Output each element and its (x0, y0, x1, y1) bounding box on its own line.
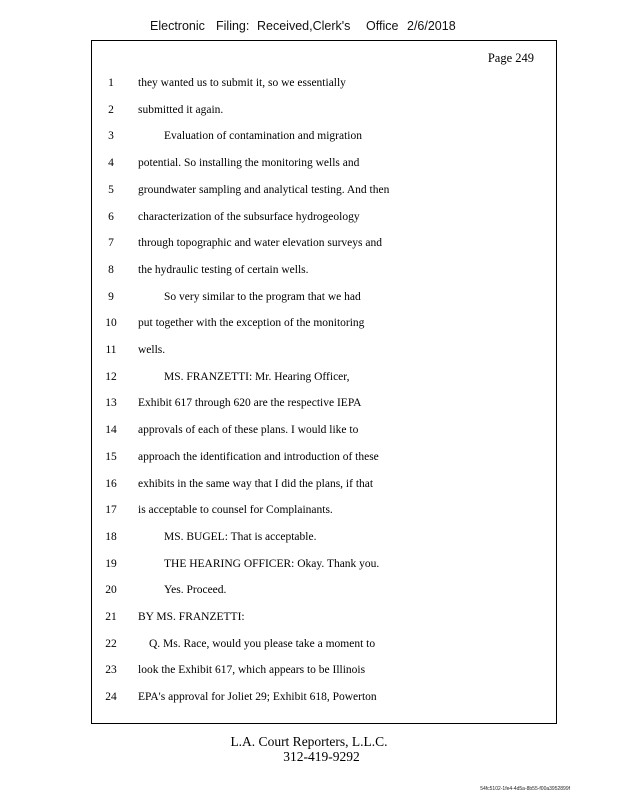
transcript-line (92, 689, 556, 705)
header-received: Received,Clerk's (257, 19, 351, 33)
line-text: MS. FRANZETTI: Mr. Hearing Officer, (164, 370, 350, 383)
line-text: characterization of the subsurface hydrogeology (138, 210, 360, 223)
transcript-line (92, 209, 556, 225)
transcript-line (92, 262, 556, 278)
line-text: Yes. Proceed. (164, 584, 227, 597)
transcript-line (92, 476, 556, 492)
line-number: 15 (105, 450, 117, 463)
line-text: wells. (138, 344, 166, 356)
line-text: approach the identification and introduction of these (138, 450, 379, 463)
line-text: Exhibit 617 through 620 are the respective IEPA (138, 397, 362, 410)
line-text: look the Exhibit 617, which appears to be Illinois (138, 664, 366, 677)
transcript-line (92, 395, 556, 411)
transcript-line (92, 369, 556, 385)
transcript-line (92, 502, 556, 518)
line-text: So very similar to the program that we had (164, 290, 361, 303)
line-number: 23 (105, 664, 117, 677)
line-number: 18 (105, 530, 117, 543)
header-electronic: Electronic (150, 19, 205, 33)
line-number: 14 (105, 424, 117, 437)
line-text: submitted it again. (138, 103, 224, 116)
line-number: 20 (105, 584, 117, 597)
line-number: 7 (108, 237, 114, 250)
reporter-company: L.A. Court Reporters, L.L.C. (230, 734, 388, 749)
transcript-line (92, 582, 556, 598)
line-text: is acceptable to counsel for Complainants. (138, 504, 333, 517)
line-number: 8 (108, 263, 114, 276)
transcript-line (92, 102, 556, 118)
header-date: 2/6/2018 (407, 19, 456, 33)
transcript-line (92, 422, 556, 438)
page-number: Page 249 (487, 51, 534, 65)
line-number: 22 (105, 637, 117, 650)
line-number: 2 (108, 103, 114, 116)
document-id: 54fc5102-1fe4-4d5a-8b55-f00a3952899f (480, 786, 570, 792)
line-number: 6 (108, 210, 114, 223)
header-office: Office (366, 19, 399, 33)
line-number: 1 (108, 77, 114, 89)
line-text: they wanted us to submit it, so we essentially (138, 77, 346, 89)
transcript-line (92, 128, 556, 144)
transcript-page-frame (91, 40, 557, 724)
line-number: 3 (108, 130, 114, 143)
header-filing: Filing: (216, 19, 250, 33)
transcript-line (92, 75, 556, 91)
line-text: potential. So installing the monitoring wells and (138, 157, 360, 170)
reporter-phone: 312-419-9292 (283, 749, 360, 764)
line-text: put together with the exception of the monitoring (138, 317, 365, 330)
transcript-line (92, 235, 556, 251)
transcript-line (92, 289, 556, 305)
page-footer (0, 734, 618, 764)
line-number: 19 (105, 557, 117, 570)
transcript-line (92, 315, 556, 331)
transcript-line (92, 556, 556, 572)
transcript-line (92, 449, 556, 465)
transcript-line (92, 636, 556, 652)
line-number: 5 (108, 183, 114, 196)
line-text: EPA's approval for Joliet 29; Exhibit 618, Powerton (138, 691, 377, 704)
transcript-line (92, 609, 556, 625)
line-text: Evaluation of contamination and migration (164, 130, 363, 143)
line-number: 13 (105, 397, 117, 410)
line-text: MS. BUGEL: That is acceptable. (164, 530, 317, 543)
line-number: 12 (105, 370, 117, 383)
line-text: BY MS. FRANZETTI: (138, 611, 245, 623)
transcript-line (92, 182, 556, 198)
line-text: Q. Ms. Race, would you please take a moment to (149, 637, 376, 650)
line-text: groundwater sampling and analytical testing. And then (138, 183, 390, 196)
line-number: 21 (105, 611, 117, 623)
transcript-line (92, 529, 556, 545)
line-text: exhibits in the same way that I did the plans, if that (138, 477, 374, 490)
transcript-line (92, 342, 556, 358)
line-number: 10 (105, 317, 117, 330)
line-text: the hydraulic testing of certain wells. (138, 263, 309, 276)
line-number: 16 (105, 477, 117, 490)
line-text: THE HEARING OFFICER: Okay. Thank you. (164, 557, 380, 570)
line-number: 17 (105, 504, 117, 517)
line-number: 4 (108, 157, 114, 170)
line-number: 9 (108, 290, 114, 303)
line-number: 24 (105, 691, 117, 704)
transcript-line (92, 155, 556, 171)
line-text: through topographic and water elevation surveys and (138, 237, 382, 250)
transcript-line (92, 662, 556, 678)
line-text: approvals of each of these plans. I would like to (138, 424, 359, 437)
line-number: 11 (105, 344, 117, 356)
